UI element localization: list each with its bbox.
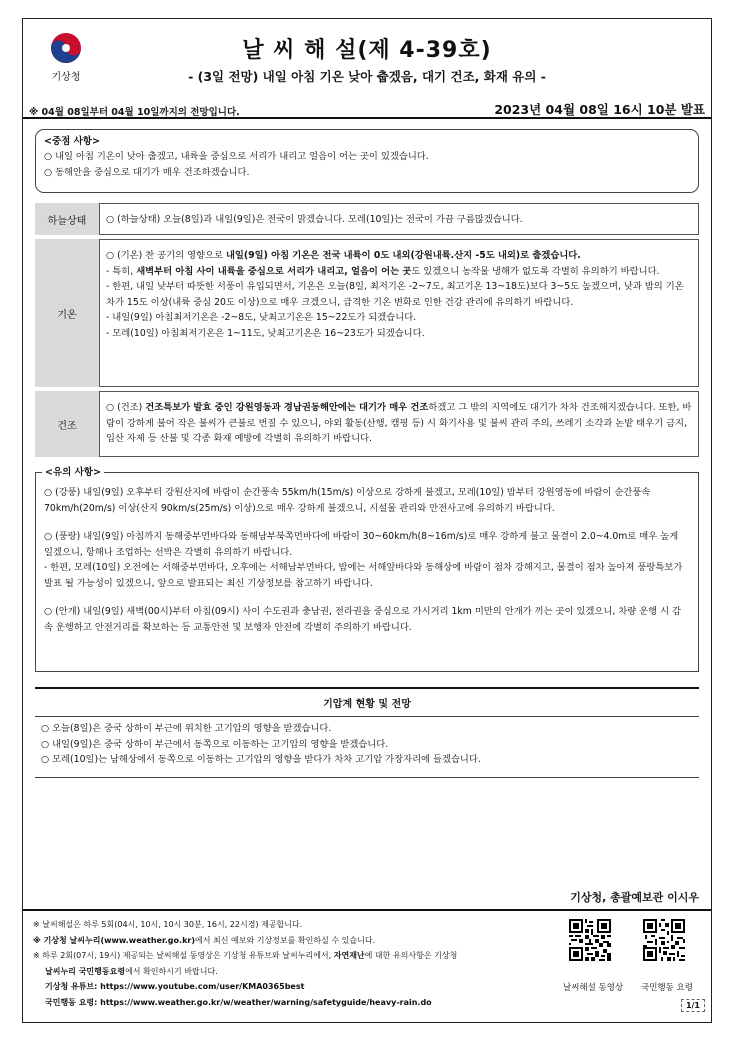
action-guide-link[interactable]: 국민행동 요령: https://www.weather.go.kr/w/weather/warning/safetyguide/heavy-rain.do	[45, 997, 432, 1007]
agency-name: 기상청	[51, 72, 81, 83]
qr-label-action-guide: 국민행동 요령	[641, 983, 693, 993]
text-span: 에 대한 유의사항은 기상청	[364, 951, 458, 961]
qr-label-video: 날씨해설 동영상	[563, 983, 624, 993]
forecaster-signature: 기상청, 총괄예보관 이시우	[570, 891, 699, 904]
emphasis-text: 자연재난	[333, 951, 365, 961]
temperature-paragraph	[106, 248, 692, 264]
pressure-item: ○ 내일(9일)은 중국 상하이 부근에서 동쪽으로 이동하는 고기압의 영향을 받겠습니다.	[41, 738, 389, 750]
pressure-box	[35, 716, 699, 778]
sky-condition-text: ○ (하늘상태) 오늘(8일)과 내일(9일)은 전국이 맑겠습니다. 모레(10일)는 전국이 가끔 구름많겠습니다.	[99, 203, 699, 235]
wind-caution: ○ (강풍) 내일(9일) 오후부터 강원산지에 바람이 순간풍속 55km/h(15m/s) 이상으로 강하게 불겠고, 모레(10일) 밤부터 강원영동에 바람이 순간풍속 70km/h(20m/s) 이상(산지 90km/s(25m/s) 이상)으로 매우 강하게 불겠으니, 시설물 관리와 안전사고에 유의하기 바랍니다.	[44, 487, 651, 514]
footnote	[33, 948, 553, 964]
text-span: ○ (건조)	[106, 402, 146, 413]
emphasis-text: 내일(9일) 아침 기온은 전국 내륙이 0도 내외(강원내륙.산지 -5도 내외)로 춥겠습니다.	[225, 250, 581, 261]
wave-caution-followup: - 한편, 모레(10일) 오전에는 서해중부먼바다, 오후에는 서해남부먼바다, 밤에는 서해앞바다와 동해상에 바람이 점차 강해지고, 물결이 점차 높아져 풍랑특보가 발표 될 가능성이 있겠으니, 앞으로 발표되는 최신 기상정보를 참고하기 바랍니다.	[44, 562, 683, 589]
category-label-sky: 하늘상태	[35, 203, 99, 235]
text-span: ○ (기온) 찬 공기의 영향으로	[106, 250, 226, 261]
youtube-link[interactable]: 기상청 유튜브: https://www.youtube.com/user/KMA0365best	[45, 982, 305, 992]
page-number: 1/1	[681, 999, 705, 1012]
section-divider	[35, 687, 699, 689]
forecast-period: ※ 04월 08일부터 04월 10일까지의 전망입니다.	[29, 107, 240, 118]
emphasis-text: 새벽부터 아침 사이 내륙을 중심으로 서리가 내리고, 얼음이 어는 곳	[136, 265, 412, 277]
footer-notes	[33, 917, 553, 1011]
key-points-heading: <중점 사항>	[44, 136, 100, 147]
page-subtitle: - (3일 전망) 내일 아침 기온 낮아 춥겠음, 대기 건조, 화재 유의 -	[188, 69, 546, 84]
text-span: 에서 최신 예보와 기상정보를 확인하실 수 있습니다.	[195, 935, 376, 945]
qr-code-icon[interactable]	[569, 919, 611, 961]
key-point-item: ○ 내일 아침 기온이 낮아 춥겠고, 내륙을 중심으로 서리가 내리고 얼음이 어는 곳이 있겠습니다.	[44, 151, 429, 162]
qr-code-icon[interactable]	[643, 919, 685, 961]
emphasis-text: 날씨누리 국민행동요령	[45, 966, 126, 976]
cautions-box	[35, 467, 699, 672]
tomorrow-temperature: - 내일(9일) 아침최저기온은 -2~8도, 낮최고기온은 15~22도가 되겠습니다.	[106, 312, 417, 323]
text-span: 하겠고 그 밖의 지역에도 대기가 차차 건조해지겠습니다. 또한, 바람이 강하게 불어 작은 불씨가 큰불로 번질 수 있으니, 야외 활동(산행, 캠핑 등) 시 화기사용 및 불씨 관리 주의, 쓰레기 소각과 논밭 태우기 금지, 입산 자제 등 산불 및 각종 화재 예방에 각별히 유의하기 바랍니다.	[106, 402, 692, 444]
text-span: - 특히,	[106, 265, 137, 277]
category-label-dry: 건조	[35, 391, 99, 457]
pressure-heading: 기압계 현황 및 전망	[323, 699, 411, 710]
category-label-temperature: 기온	[35, 239, 99, 387]
key-point-item: ○ 동해안을 중심으로 대기가 매우 건조하겠습니다.	[44, 166, 250, 178]
fog-caution: ○ (안개) 내일(9일) 새벽(00시)부터 아침(09시) 사이 수도권과 충남권, 전라권을 중심으로 가시거리 1km 미만의 안개가 끼는 곳이 있겠으니, 차량 운행 시 감속 운행하고 안전거리를 확보하는 등 교통안전 및 보행자 안전에 각별히 주의하기 바랍니다.	[44, 606, 682, 633]
pressure-item: ○ 모레(10일)는 남해상에서 동쪽으로 이동하는 고기압의 영향을 받다가 차차 고기압 가장자리에 들겠습니다.	[41, 754, 481, 765]
pressure-item: ○ 오늘(8일)은 중국 상하이 부근에 위치한 고기압의 영향을 받겠습니다.	[41, 723, 332, 734]
wave-caution: ○ (풍랑) 내일(9일) 아침까지 동해중부먼바다와 동해남부북쪽먼바다에 바람이 30~60km/h(8~16m/s)로 매우 강하게 불고 물결이 2.0~4.0m로 매우 높게 일겠으니, 항해나 조업하는 선박은 각별히 유의하기 바랍니다.	[44, 531, 679, 558]
footer-divider	[23, 909, 711, 911]
cautions-heading: <유의 사항>	[42, 466, 104, 479]
day-after-temperature: - 모레(10일) 아침최저기온은 1~11도, 낮최고기온은 16~23도가 되겠습니다.	[106, 327, 425, 339]
dry-section	[99, 391, 699, 457]
weather-commentary-page	[22, 18, 712, 1023]
footnote: ※ 날씨해설은 하루 5회(04시, 10시, 10시 30분, 16시, 22시경) 제공합니다.	[33, 920, 303, 929]
frost-paragraph	[106, 264, 692, 280]
footnote	[33, 933, 553, 949]
website-link[interactable]: ※ 기상청 날씨누리(www.weather.go.kr)	[33, 935, 195, 945]
text-span: 에서 확인하시기 바랍니다.	[125, 966, 218, 976]
text-span: 도 있겠으니 농작물 냉해가 없도록 각별히 유의하기 바랍니다.	[411, 265, 660, 277]
page-title: 날 씨 해 설(제 4-39호)	[242, 38, 492, 63]
text-span: ※ 하루 2회(07시, 19시) 제공되는 날씨해설 동영상은 기상청 유튜브와 날씨누리에서,	[33, 951, 334, 961]
key-points-box	[35, 129, 699, 193]
footnote	[33, 964, 553, 980]
emphasis-text: 건조특보가 발효 중인 강원영동과 경남권동해안에는 대기가 매우 건조	[145, 402, 429, 413]
temperature-range-paragraph: - 한편, 내일 낮부터 따뜻한 서풍이 유입되면서, 기온은 오늘(8일, 최저기온 -2~7도, 최고기온 13~18도)보다 3~5도 높겠으며, 낮과 밤의 기온차가 15도 이상(내륙 중심 20도 이상)으로 매우 크겠으니, 급격한 기온 변화로 인한 건강 관리에 유의하기 바랍니다.	[106, 281, 684, 308]
issue-datetime: 2023년 04월 08일 16시 10분 발표	[494, 102, 705, 117]
meta-row	[23, 101, 711, 119]
temperature-section	[99, 239, 699, 387]
